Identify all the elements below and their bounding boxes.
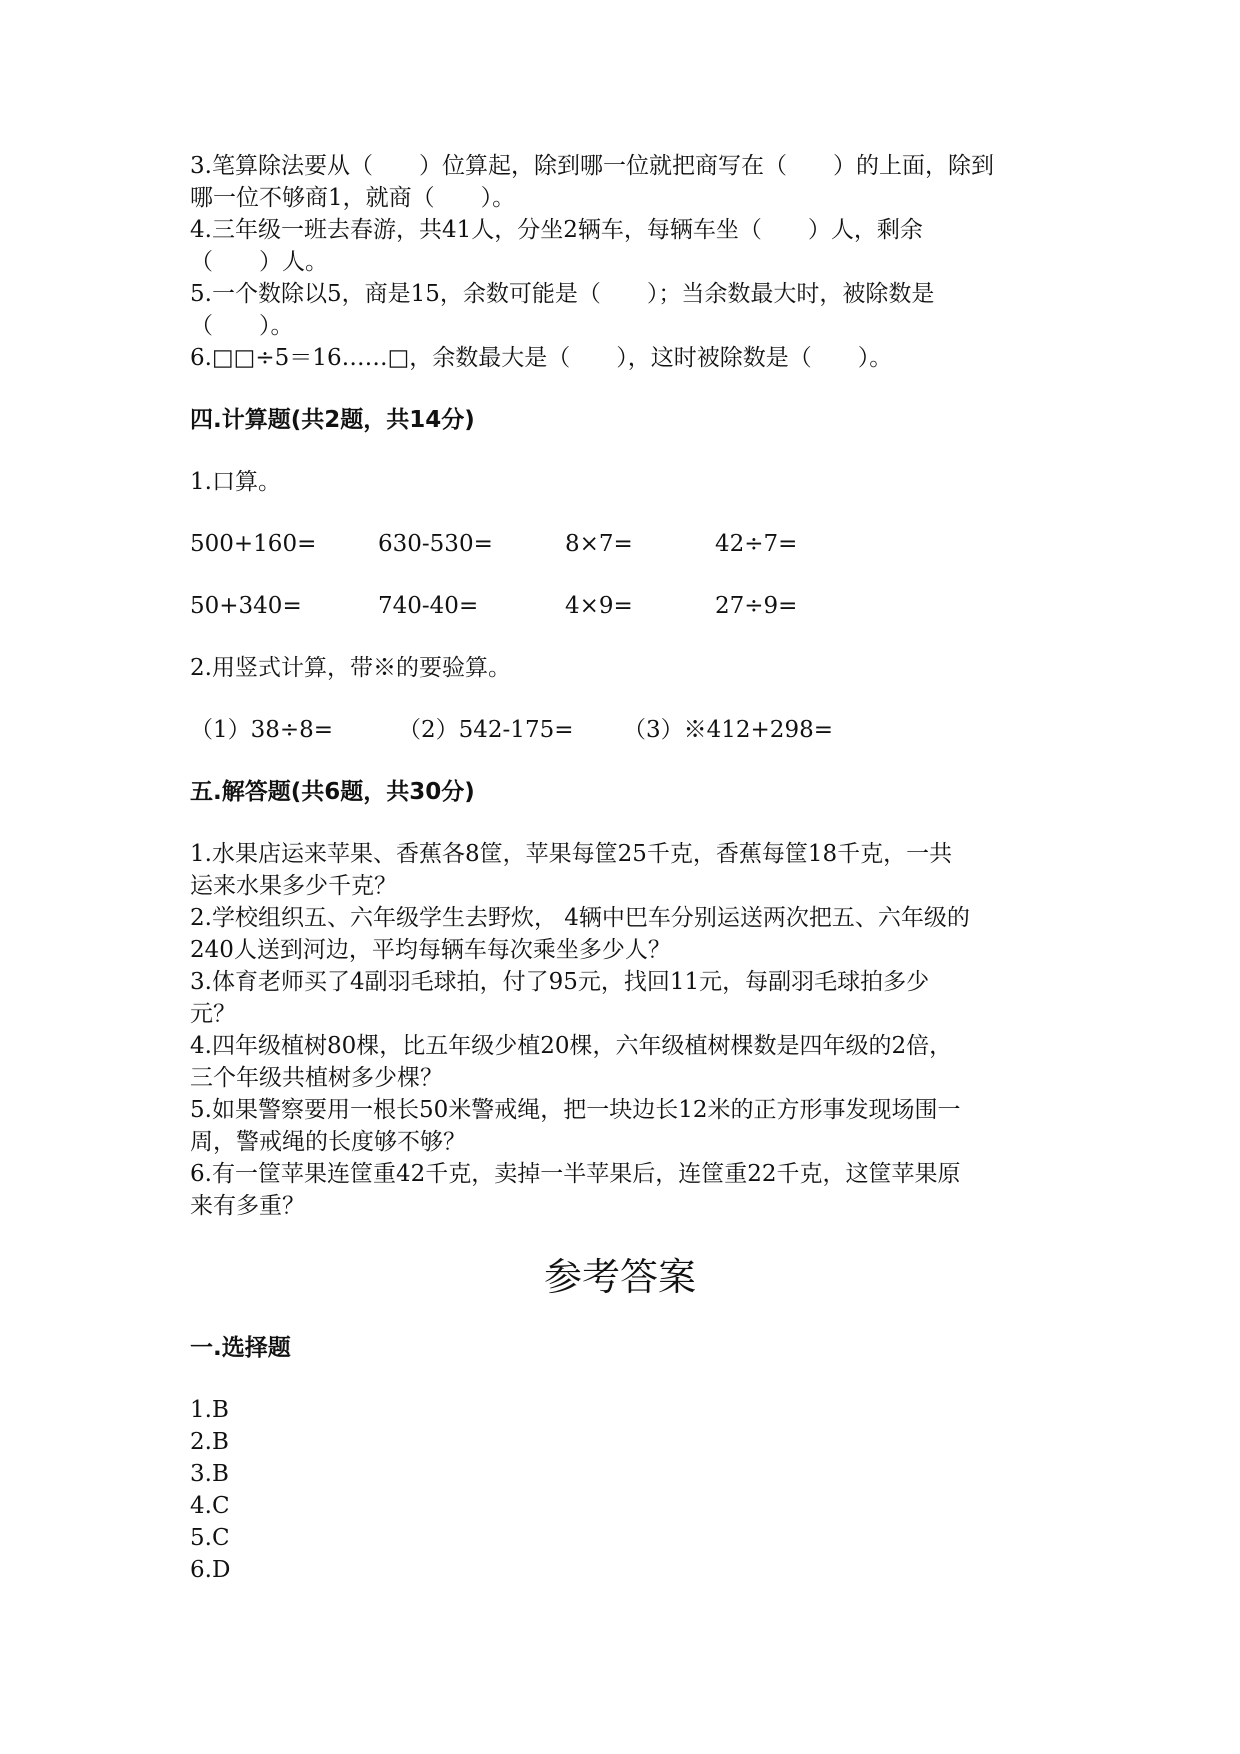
answer-item: 4.C [190,1493,230,1519]
answer-item: 5.C [190,1525,230,1551]
vertical-calc-item: （1）38÷8= [190,717,334,743]
answer-item: 3.B [190,1461,229,1487]
mental-math-item: 4×9= [565,593,633,619]
fill-blank-line: 6.□□÷5＝16……□，余数最大是（ ），这时被除数是（ ）。 [190,345,893,371]
fill-blank-section [190,150,1070,374]
word-problem-line: 5.如果警察要用一根长50米警戒绳，把一块边长12米的正方形事发现场围一 [190,1097,961,1123]
answer-list [190,1394,1070,1586]
vertical-calc-item: （2）542-175= [398,717,574,743]
worksheet-page [190,150,1070,1586]
answer-key-title: 参考答案 [543,1255,696,1299]
fill-blank-line: 哪一位不够商1，就商（ ）。 [190,185,516,211]
mental-math-item: 8×7= [565,531,633,557]
word-problem-line: 周，警戒绳的长度够不够？ [190,1129,466,1155]
word-problem-line: 6.有一筐苹果连筐重42千克，卖掉一半苹果后，连筐重22千克，这筐苹果原 [190,1161,961,1187]
word-problem-line: 运来水果多少千克？ [190,873,397,899]
answer-item: 6.D [190,1557,231,1583]
word-problem-line: 2.学校组织五、六年级学生去野炊， 4辆中巴车分别运送两次把五、六年级的 [190,905,970,931]
answer-item: 2.B [190,1429,229,1455]
mental-math-item: 42÷7= [715,531,798,557]
mental-math-item: 500+160= [190,531,317,557]
fill-blank-line: 3.笔算除法要从（ ）位算起，除到哪一位就把商写在（ ）的上面，除到 [190,153,994,179]
word-problem-line: 来有多重？ [190,1193,305,1219]
mental-math-row [190,590,1070,622]
mental-math-row [190,528,1070,560]
answer-section1-heading: 一.选择题 [190,1335,291,1361]
word-problem-line: 4.四年级植树80棵，比五年级少植20棵，六年级植树棵数是四年级的2倍， [190,1033,953,1059]
fill-blank-line: （ ）。 [190,313,294,339]
word-problem-line: 三个年级共植树多少棵？ [190,1065,443,1091]
mental-math-item: 740-40= [378,593,479,619]
fill-blank-line: 4.三年级一班去春游，共41人，分坐2辆车，每辆车坐（ ）人，剩余 [190,217,923,243]
section5-heading: 五.解答题(共6题，共30分) [190,779,475,805]
fill-blank-line: 5.一个数除以5，商是15，余数可能是（ ）；当余数最大时，被除数是 [190,281,935,307]
word-problems [190,838,1070,1222]
mental-math-item: 27÷9= [715,593,798,619]
section4-q1-label: 1.口算。 [190,469,281,495]
word-problem-line: 3.体育老师买了4副羽毛球拍，付了95元，找回11元，每副羽毛球拍多少 [190,969,930,995]
section4-q2-label: 2.用竖式计算，带※的要验算。 [190,655,511,681]
fill-blank-line: （ ）人。 [190,249,328,275]
word-problem-line: 元？ [190,1001,236,1027]
word-problem-line: 1.水果店运来苹果、香蕉各8筐，苹果每筐25千克，香蕉每筐18千克，一共 [190,841,953,867]
section4-heading: 四.计算题(共2题，共14分) [190,407,475,433]
vertical-calc-item: （3）※412+298= [623,717,833,743]
word-problem-line: 240人送到河边，平均每辆车每次乘坐多少人？ [190,937,671,963]
mental-math-item: 50+340= [190,593,302,619]
answer-item: 1.B [190,1397,229,1423]
mental-math-item: 630-530= [378,531,493,557]
vertical-calc-row [190,714,1070,746]
